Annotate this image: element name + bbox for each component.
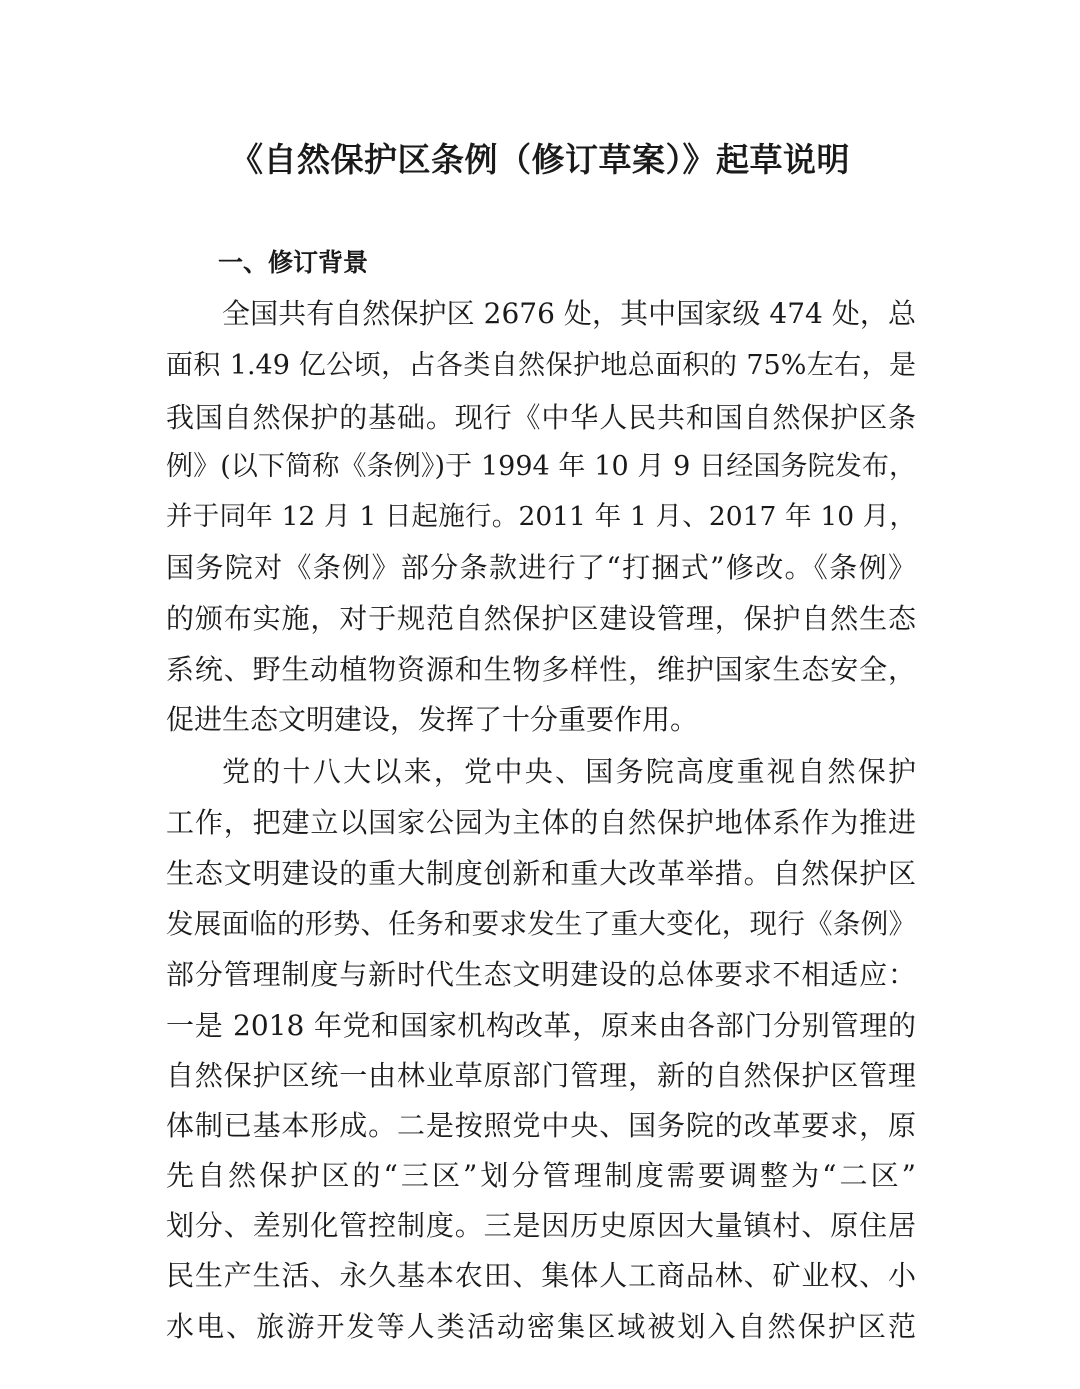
paragraph-1-line: 促进生态文明建设，发挥了十分重要作用。 [166,703,699,736]
paragraph-1-line: 并于同年 12 月 1 日起施行。2011 年 1 月、2017 年 10 月， [166,501,916,532]
section-heading: 一、修订背景 [218,248,369,277]
paragraph-1-line: 例》(以下简称《条例》)于 1994 年 10 月 9 日经国务院发布， [166,451,916,482]
paragraph-2-line: 部分管理制度与新时代生态文明建设的总体要求不相适应： [166,958,916,991]
paragraph-2-line: 水电、旅游开发等人类活动密集区域被划入自然保护区范 [166,1310,916,1343]
paragraph-1-line: 面积 1.49 亿公顷，占各类自然保护地总面积的 75%左右，是 [166,350,916,381]
paragraph-1-line: 国务院对《条例》部分条款进行了“打捆式”修改。《条例》 [166,551,916,584]
paragraph-1-line: 我国自然保护的基础。现行《中华人民共和国自然保护区条 [166,401,916,434]
paragraph-1-line: 的颁布实施，对于规范自然保护区建设管理，保护自然生态 [166,602,916,635]
paragraph-2-line: 划分、差别化管控制度。三是因历史原因大量镇村、原住居 [166,1209,916,1242]
paragraph-2-line: 生态文明建设的重大制度创新和重大改革举措。自然保护区 [166,857,916,890]
paragraph-2-line: 自然保护区统一由林业草原部门管理，新的自然保护区管理 [166,1059,916,1092]
paragraph-1-line: 全国共有自然保护区 2676 处，其中国家级 474 处，总 [222,297,916,330]
paragraph-2-line: 党的十八大以来，党中央、国务院高度重视自然保护 [222,755,916,788]
paragraph-2-line: 体制已基本形成。二是按照党中央、国务院的改革要求，原 [166,1109,916,1142]
document-title: 《自然保护区条例（修订草案）》起草说明 [230,140,850,179]
paragraph-2-line: 先自然保护区的“三区”划分管理制度需要调整为“二区” [166,1159,916,1192]
paragraph-1-line: 系统、野生动植物资源和生物多样性，维护国家生态安全， [166,653,916,686]
paragraph-2-line: 工作，把建立以国家公园为主体的自然保护地体系作为推进 [166,806,916,839]
paragraph-2-line: 发展面临的形势、任务和要求发生了重大变化，现行《条例》 [166,908,916,940]
paragraph-2-line: 民生产生活、永久基本农田、集体人工商品林、矿业权、小 [166,1259,916,1292]
paragraph-2-line: 一是 2018 年党和国家机构改革，原来由各部门分别管理的 [166,1009,916,1042]
